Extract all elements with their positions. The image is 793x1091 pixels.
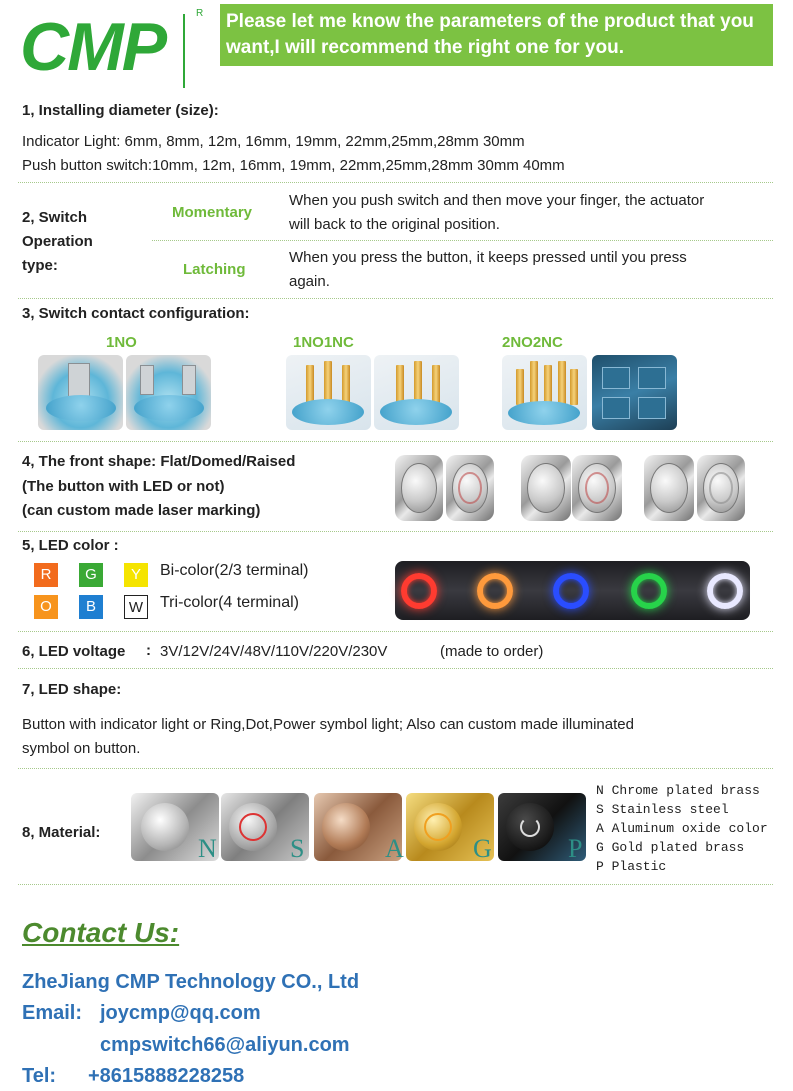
domed-led-button-photo xyxy=(572,455,622,521)
material-legend xyxy=(596,781,768,876)
material-letter-p: P xyxy=(568,834,583,863)
switch-photo-2no2nc-b xyxy=(592,355,677,430)
tricolor-label: Tri-color(4 terminal) xyxy=(160,594,299,611)
material-letter-s: S xyxy=(290,834,305,863)
divider xyxy=(18,441,773,442)
section4-subtitle-1: (The button with LED or not) xyxy=(22,478,225,495)
bicolor-label: Bi-color(2/3 terminal) xyxy=(160,562,309,579)
led-color-swatch-o: O xyxy=(34,595,58,619)
led-color-swatch-w: W xyxy=(124,595,148,619)
material-letter-g: G xyxy=(473,834,492,863)
section1-title: 1, Installing diameter (size): xyxy=(22,102,219,119)
latching-label: Latching xyxy=(183,261,246,278)
led-voltages: 3V/12V/24V/48V/110V/220V/230V xyxy=(160,643,388,660)
divider xyxy=(18,631,773,632)
divider xyxy=(18,531,773,532)
led-ring-1 xyxy=(401,573,437,609)
legend-item-aluminum: A Aluminum oxide color xyxy=(596,821,768,836)
switch-photo-1no-a xyxy=(38,355,123,430)
legend-item-gold: G Gold plated brass xyxy=(596,840,745,855)
led-color-photo xyxy=(395,561,750,620)
momentary-desc-2: will back to the original position. xyxy=(289,216,500,233)
cmp-logo xyxy=(18,4,213,92)
led-ring-4 xyxy=(631,573,667,609)
section2-title-3: type: xyxy=(22,257,58,274)
legend-item-stainless: S Stainless steel xyxy=(596,802,729,817)
logo-text: CMP xyxy=(20,9,166,85)
domed-button-photo xyxy=(521,455,571,521)
section4-subtitle-2: (can custom made laser marking) xyxy=(22,502,261,519)
material-letter-a: A xyxy=(385,834,404,863)
phone-number[interactable]: +8615888228258 xyxy=(88,1065,245,1087)
momentary-label: Momentary xyxy=(172,204,253,221)
latching-desc-1: When you press the button, it keeps pressed until you press xyxy=(289,249,687,266)
led-ring-5 xyxy=(707,573,743,609)
contact-heading: Contact Us: xyxy=(22,917,180,948)
led-ring-2 xyxy=(477,573,513,609)
divider xyxy=(18,668,773,669)
led-ring-3 xyxy=(553,573,589,609)
email-link-2[interactable]: cmpswitch66@aliyun.com xyxy=(100,1034,350,1056)
raised-led-button-photo xyxy=(697,455,745,521)
switch-photo-1no1nc-b xyxy=(374,355,459,430)
section6-sep: : xyxy=(146,642,151,659)
momentary-desc-1: When you push switch and then move your finger, the actuator xyxy=(289,192,705,209)
section3-title: 3, Switch contact configuration: xyxy=(22,305,250,322)
latching-desc-2: again. xyxy=(289,273,330,290)
tel-label: Tel: xyxy=(22,1065,57,1087)
divider xyxy=(18,182,773,183)
voltage-note: (made to order) xyxy=(440,643,544,660)
legend-item-plastic: P Plastic xyxy=(596,859,667,874)
led-color-swatch-b: B xyxy=(79,595,103,619)
section5-title: 5, LED color : xyxy=(22,537,119,554)
led-color-swatch-y: Y xyxy=(124,563,148,587)
material-letter-n: N xyxy=(198,834,217,863)
push-button-sizes: Push button switch:10mm, 12m, 16mm, 19mm, 22mm,25mm,28mm 30mm 40mm xyxy=(22,157,565,174)
contact-label-1no1nc: 1NO1NC xyxy=(293,334,354,351)
led-shape-desc-1: Button with indicator light or Ring,Dot,Power symbol light; Also can custom made illuminated xyxy=(22,716,634,733)
led-color-swatch-r: R xyxy=(34,563,58,587)
section8-title: 8, Material: xyxy=(22,824,101,841)
section6-title: 6, LED voltage xyxy=(22,643,126,660)
section2-title-1: 2, Switch xyxy=(22,209,88,226)
indicator-sizes: Indicator Light: 6mm, 8mm, 12m, 16mm, 19mm, 22mm,25mm,28mm 30mm xyxy=(22,133,525,150)
banner-line2: want,I will recommend the right one for you. xyxy=(226,37,624,58)
raised-button-photo xyxy=(644,455,694,521)
divider xyxy=(18,298,773,299)
divider xyxy=(18,768,773,769)
section2-title-2: Operation xyxy=(22,233,93,250)
flat-button-photo xyxy=(395,455,443,521)
section4-title: 4, The front shape: Flat/Domed/Raised xyxy=(22,453,296,470)
banner-line1: Please let me know the parameters of the product that you xyxy=(226,11,754,32)
divider xyxy=(18,884,773,885)
divider xyxy=(152,240,773,241)
section7-title: 7, LED shape: xyxy=(22,681,122,698)
switch-photo-2no2nc-a xyxy=(502,355,587,430)
legend-item-chrome: N Chrome plated brass xyxy=(596,783,760,798)
led-color-swatch-g: G xyxy=(79,563,103,587)
registered-mark: R xyxy=(196,8,204,19)
flat-led-button-photo xyxy=(446,455,494,521)
contact-label-1no: 1NO xyxy=(106,334,137,351)
email-link-1[interactable]: joycmp@qq.com xyxy=(100,1002,261,1024)
switch-photo-1no1nc-a xyxy=(286,355,371,430)
contact-label-2no2nc: 2NO2NC xyxy=(502,334,563,351)
banner xyxy=(220,4,773,66)
switch-photo-1no-b xyxy=(126,355,211,430)
company-name: ZheJiang CMP Technology CO., Ltd xyxy=(22,971,360,993)
led-shape-desc-2: symbol on button. xyxy=(22,740,141,757)
email-label: Email: xyxy=(22,1002,83,1024)
